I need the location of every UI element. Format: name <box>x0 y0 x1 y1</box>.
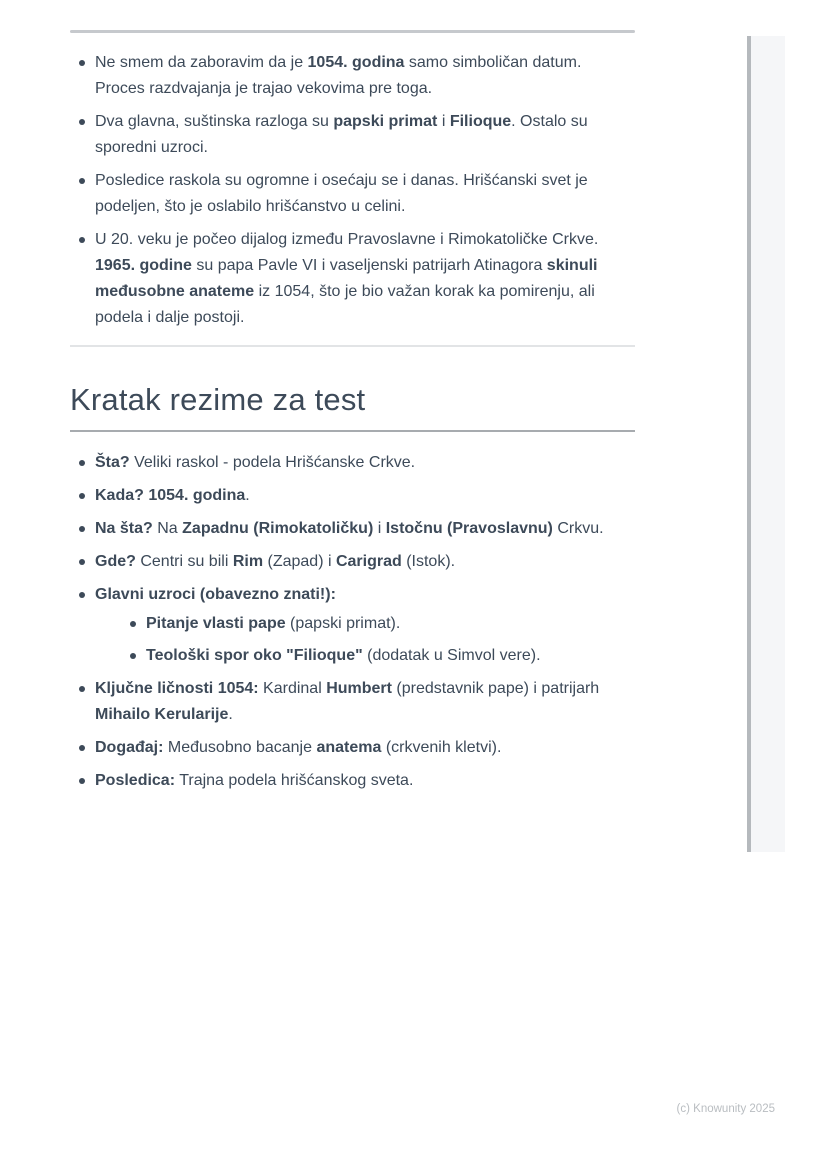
bold-text: Gde? <box>95 553 136 570</box>
bold-text: Carigrad <box>335 553 402 570</box>
list-item <box>70 483 635 509</box>
list-item <box>70 50 635 102</box>
text: . <box>245 487 250 504</box>
text: (Zapad) i <box>263 553 336 570</box>
text: . Ostalo su sporedni uzroci. <box>95 113 588 156</box>
divider <box>70 345 635 347</box>
bold-text: Kada? 1054. godina <box>95 487 246 504</box>
footer-credit: (c) Knowunity 2025 <box>676 1103 775 1115</box>
list-item <box>70 168 635 220</box>
list-item <box>70 109 635 161</box>
bold-text: Pitanje vlasti pape <box>146 615 286 632</box>
list-item <box>70 735 635 761</box>
text: (crkvenih kletvi). <box>381 739 502 756</box>
text: (dodatak u Simvol vere). <box>362 647 541 664</box>
bold-text: anatema <box>316 739 382 756</box>
bold-text: Zapadnu (Rimokatoličku) <box>182 520 374 537</box>
text: (predstavnik pape) i patrijarh <box>391 680 600 697</box>
list-item <box>70 582 635 669</box>
list-item <box>121 611 635 637</box>
text: i <box>437 113 450 130</box>
bold-text: Teološki spor oko "Filioque" <box>146 647 363 664</box>
bold-text: Mihailo Kerularije <box>95 706 229 723</box>
text: i <box>373 520 386 537</box>
bold-text: Istočnu (Pravoslavnu) <box>385 520 553 537</box>
list-item <box>70 676 635 728</box>
bold-text: Filioque <box>449 113 512 130</box>
text: (Istok). <box>401 553 456 570</box>
bold-text: Rim <box>232 553 264 570</box>
text: iz 1054, što je bio važan korak ka pomirenju, ali podela i dalje postoji. <box>95 283 595 326</box>
document-page <box>70 30 635 801</box>
bold-text: papski primat <box>333 113 438 130</box>
text: Međusobno bacanje <box>163 739 317 756</box>
text: Ne smem da zaboravim da je <box>95 54 308 71</box>
divider <box>70 30 635 33</box>
scrollbar-track[interactable] <box>747 36 785 852</box>
text: Veliki raskol - podela Hrišćanske Crkve. <box>129 454 416 471</box>
bold-text: skinuli međusobne anateme <box>95 257 598 300</box>
text: Trajna podela hrišćanskog sveta. <box>175 772 414 789</box>
bold-text: Ključne ličnosti 1054: <box>95 680 259 697</box>
bold-text: 1965. godine <box>95 257 192 274</box>
list-item <box>70 227 635 331</box>
sub-list <box>121 611 635 669</box>
bold-text: 1054. godina <box>307 54 405 71</box>
text: (papski primat). <box>285 615 401 632</box>
list-item <box>70 549 635 575</box>
text: . <box>228 706 233 723</box>
bold-text: Glavni uzroci (obavezno znati!): <box>95 586 336 603</box>
text: Crkvu. <box>552 520 604 537</box>
list-item <box>70 768 635 794</box>
list-item <box>70 450 635 476</box>
section-heading: Kratak rezime za test <box>70 381 635 432</box>
bold-text: Na šta? <box>95 520 153 537</box>
bold-text: Događaj: <box>95 739 164 756</box>
text: Kardinal <box>258 680 327 697</box>
bold-text: Posledica: <box>95 772 176 789</box>
bold-text: Šta? <box>95 454 130 471</box>
text: Posledice raskola su ogromne i osećaju se i danas. Hrišćanski svet je podeljen, što je oslabilo hrišćanstvo u celini. <box>95 172 588 215</box>
list-item <box>70 516 635 542</box>
notes-list <box>70 50 635 331</box>
bold-text: Humbert <box>326 680 392 697</box>
text: Dva glavna, suštinska razloga su <box>95 113 334 130</box>
text: U 20. veku je počeo dijalog između Pravoslavne i Rimokatoličke Crkve. <box>95 231 599 248</box>
text: su papa Pavle VI i vaseljenski patrijarh Atinagora <box>191 257 547 274</box>
text: samo simboličan datum. Proces razdvajanja je trajao vekovima pre toga. <box>95 54 582 97</box>
text: Na <box>152 520 183 537</box>
text: Centri su bili <box>135 553 233 570</box>
list-item <box>121 643 635 669</box>
summary-list <box>70 450 635 794</box>
